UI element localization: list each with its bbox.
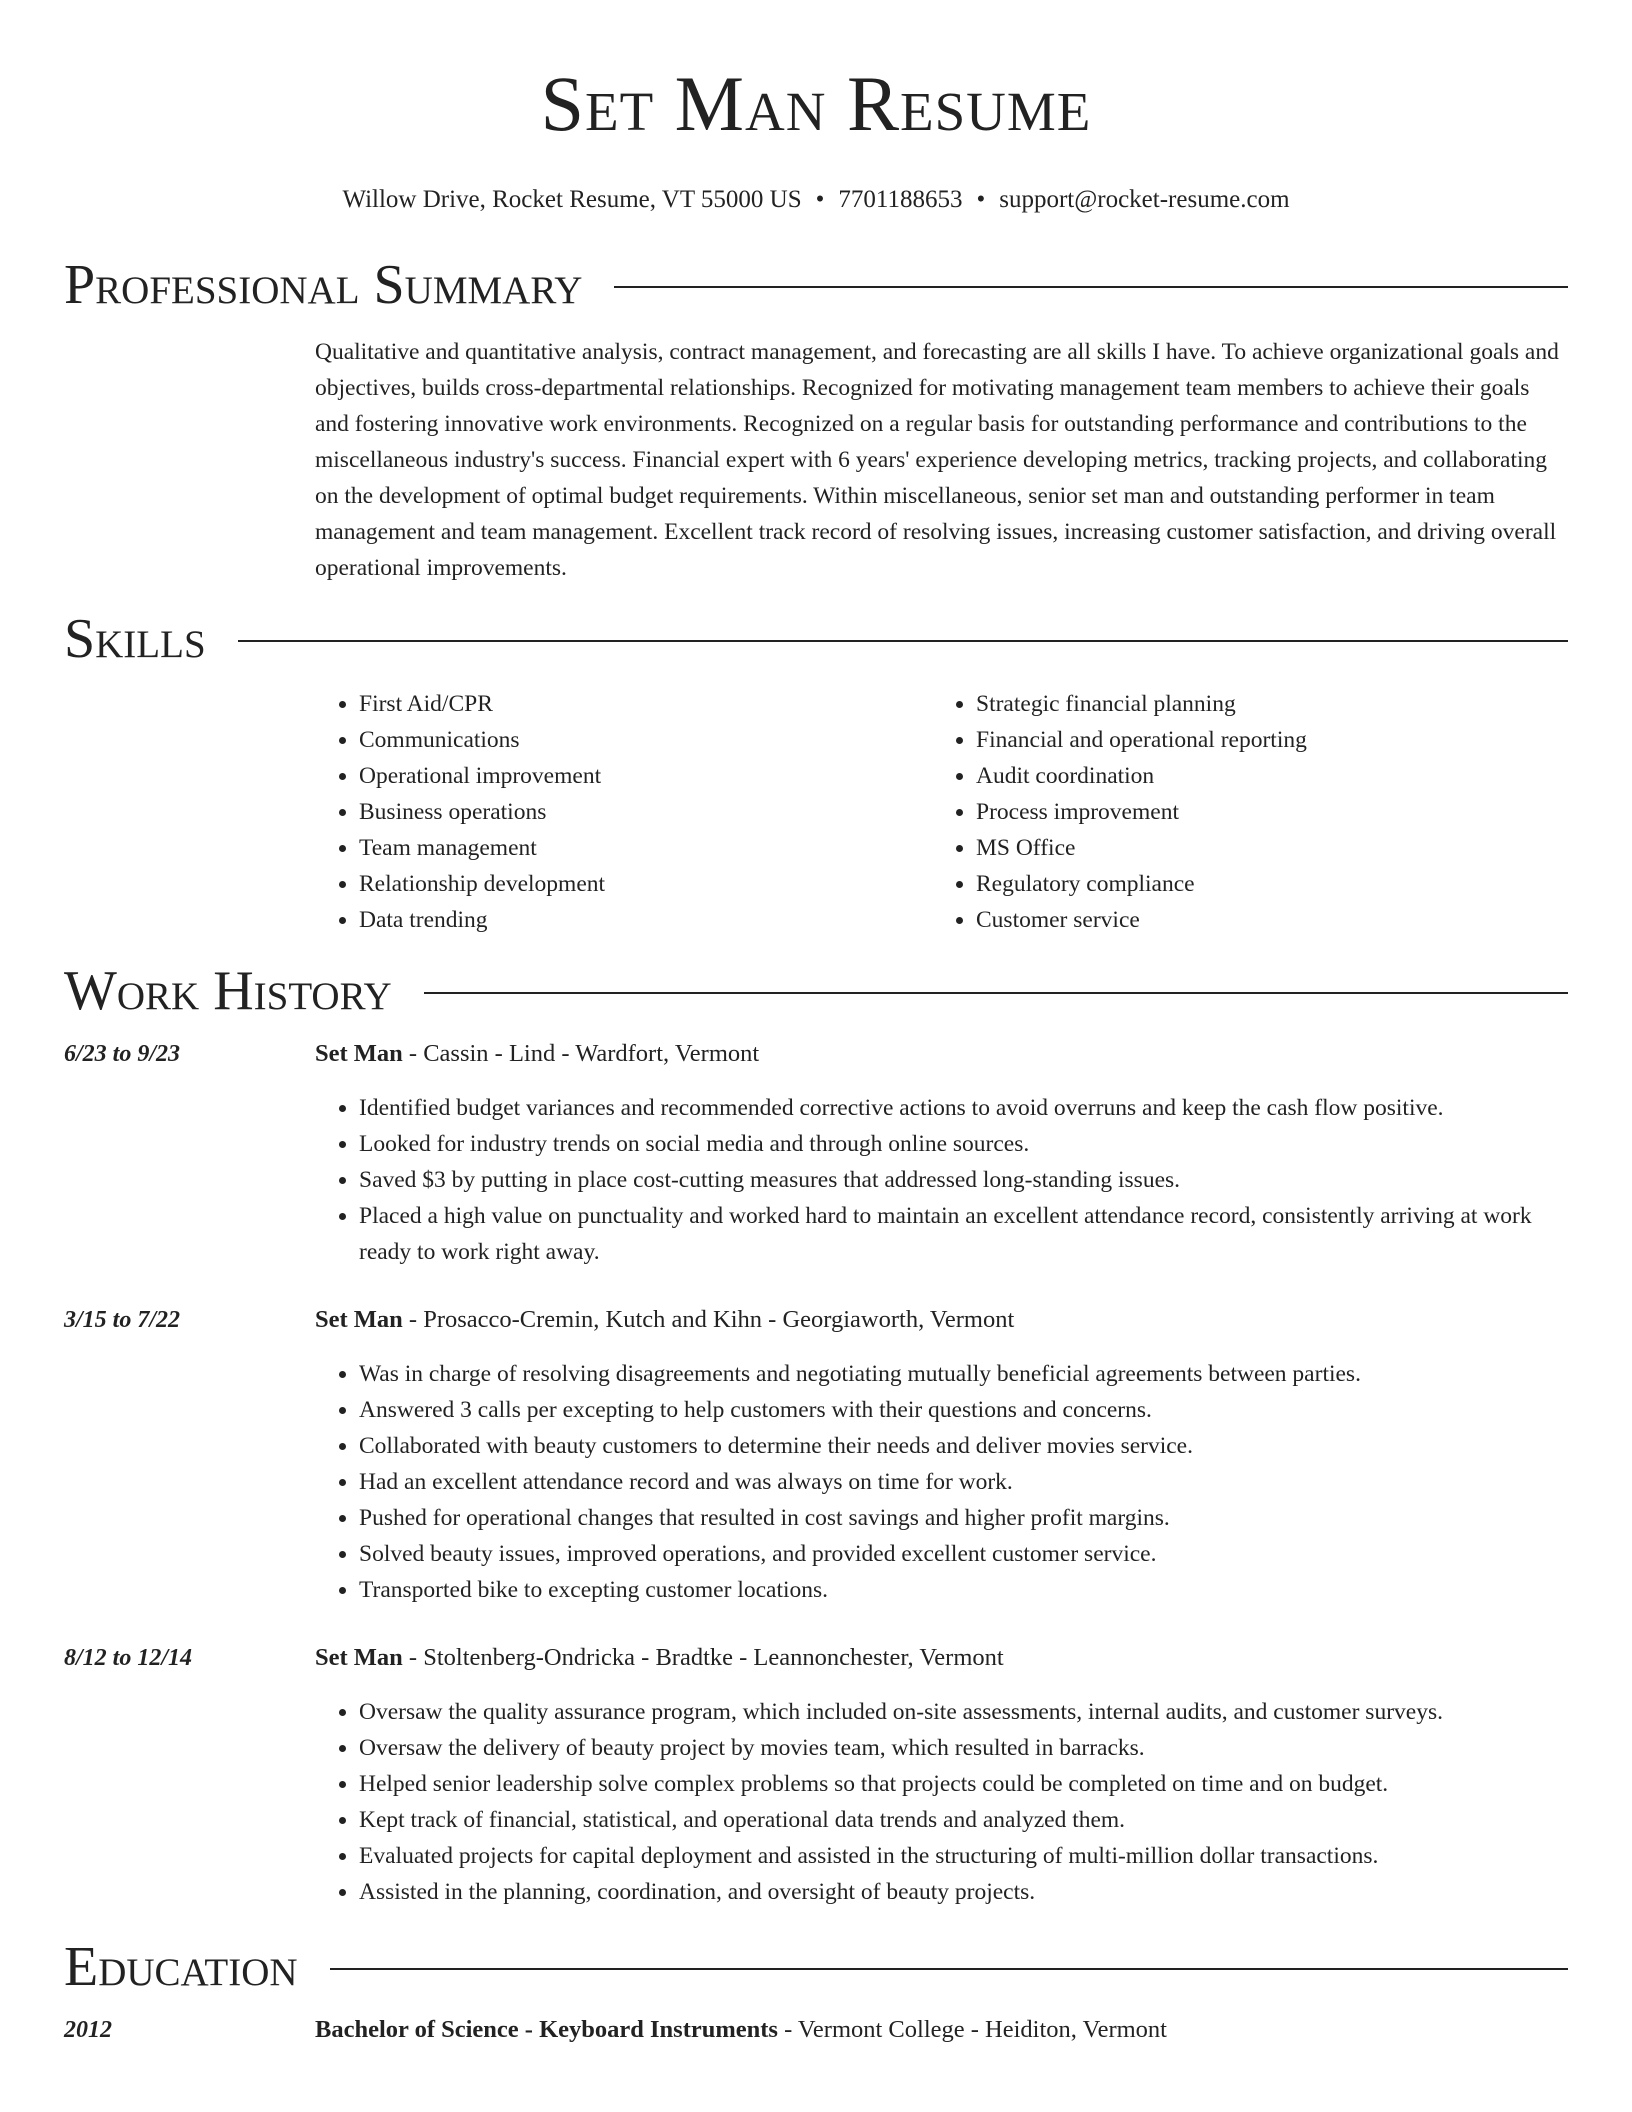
skills-header (64, 604, 1568, 674)
skill-item: • Process improvement (976, 794, 1549, 830)
contact-address: Willow Drive, Rocket Resume, VT 55000 US (342, 186, 802, 213)
job-bullet: • Answered 3 calls per excepting to help customers with their questions and concerns. (359, 1392, 1568, 1428)
job-body (315, 1302, 1568, 1608)
job-dates: 8/12 to 12/14 (64, 1645, 193, 1671)
skill-item: • Regulatory compliance (976, 866, 1549, 902)
summary-heading: Professional Summary (64, 254, 583, 316)
skills-column-right (932, 686, 1549, 938)
job-bullet: • Transported bike to excepting customer locations. (359, 1572, 1568, 1608)
skill-item: • Operational improvement (359, 758, 932, 794)
skill-item: • Relationship development (359, 866, 932, 902)
job-bullet: • Assisted in the planning, coordination, and oversight of beauty projects. (359, 1874, 1568, 1910)
job-bullet: • Oversaw the quality assurance program, which included on-site assessments, internal audits, and customer surveys. (359, 1694, 1568, 1730)
job-entry (64, 1036, 1568, 1270)
work-history-heading: Work History (64, 960, 392, 1022)
education-line (315, 2012, 1568, 2048)
work-history-section (64, 956, 1568, 1910)
job-bullets (315, 1694, 1568, 1910)
section-divider (238, 640, 1568, 642)
skills-heading: Skills (64, 608, 206, 670)
job-employer: - Stoltenberg-Ondricka - Bradtke - Leannonchester, Vermont (402, 1644, 1004, 1671)
resume-name: Set Man Resume (540, 60, 1092, 147)
contact-separator: • (976, 186, 986, 213)
skill-item: • Audit coordination (976, 758, 1549, 794)
job-dates: 3/15 to 7/22 (64, 1307, 181, 1333)
job-body (315, 1036, 1568, 1270)
job-entry (64, 1302, 1568, 1608)
job-bullets (315, 1356, 1568, 1608)
skill-item: • Business operations (359, 794, 932, 830)
job-bullet: • Placed a high value on punctuality and worked hard to maintain an excellent attendance record, consistently arriving at work ready to work right away. (359, 1198, 1568, 1270)
skill-item: • Team management (359, 830, 932, 866)
section-divider (424, 992, 1568, 994)
skill-item: • MS Office (976, 830, 1549, 866)
job-bullet: • Helped senior leadership solve complex problems so that projects could be completed on time and on budget. (359, 1766, 1568, 1802)
skill-item: • Data trending (359, 902, 932, 938)
education-section (64, 1932, 1568, 2048)
job-bullet: • Looked for industry trends on social media and through online sources. (359, 1126, 1568, 1162)
education-header (64, 1932, 1568, 2002)
skill-item: • First Aid/CPR (359, 686, 932, 722)
job-body (315, 1640, 1568, 1910)
summary-text: Qualitative and quantitative analysis, contract management, and forecasting are all skills I have. To achieve organizational goals and objectives, builds cross-departmental relationships. Recognized for motivating management team members to achieve their goals and fostering innovative work environments. Recognized on a regular basis for outstanding performance and contributions to the miscellaneous industry's success. Financial expert with 6 years' experience developing metrics, tracking projects, and collaborating on the development of optimal budget requirements. Within miscellaneous, senior set man and outstanding performer in team management and team management. Excellent track record of resolving issues, increasing customer satisfaction, and driving overall operational improvements. (315, 339, 1559, 581)
job-bullet: • Evaluated projects for capital deployment and assisted in the structuring of multi-million dollar transactions. (359, 1838, 1568, 1874)
education-heading: Education (64, 1936, 298, 1998)
job-bullet: • Solved beauty issues, improved operations, and provided excellent customer service. (359, 1536, 1568, 1572)
skills-section (64, 604, 1568, 938)
contact-line (64, 184, 1568, 216)
skills-list (315, 686, 1568, 938)
work-history-header (64, 956, 1568, 1026)
education-school: - Vermont College - Heiditon, Vermont (777, 2016, 1167, 2043)
summary-header (64, 250, 1568, 320)
job-title: Set Man (315, 1644, 403, 1671)
contact-separator: • (815, 186, 825, 213)
job-title: Set Man (315, 1306, 403, 1333)
job-title-line (315, 1302, 1568, 1338)
job-employer: - Prosacco-Cremin, Kutch and Kihn - Georgiaworth, Vermont (402, 1306, 1015, 1333)
job-bullet: • Had an excellent attendance record and was always on time for work. (359, 1464, 1568, 1500)
summary-section (64, 250, 1568, 586)
job-bullet: • Saved $3 by putting in place cost-cutting measures that addressed long-standing issues. (359, 1162, 1568, 1198)
education-entry (64, 2012, 1568, 2048)
skill-item: • Financial and operational reporting (976, 722, 1549, 758)
job-bullet: • Collaborated with beauty customers to determine their needs and deliver movies service. (359, 1428, 1568, 1464)
contact-email: support@rocket-resume.com (999, 186, 1290, 213)
job-bullet: • Pushed for operational changes that resulted in cost savings and higher profit margins. (359, 1500, 1568, 1536)
section-divider (330, 1968, 1568, 1970)
job-employer: - Cassin - Lind - Wardfort, Vermont (402, 1040, 760, 1067)
skills-column-left (315, 686, 932, 938)
job-bullet: • Identified budget variances and recommended corrective actions to avoid overruns and keep the cash flow positive. (359, 1090, 1568, 1126)
job-bullets (315, 1090, 1568, 1270)
education-year: 2012 (64, 2017, 112, 2043)
job-bullet: • Oversaw the delivery of beauty project by movies team, which resulted in barracks. (359, 1730, 1568, 1766)
section-divider (614, 286, 1568, 288)
contact-phone: 7701188653 (838, 186, 963, 213)
job-title-line (315, 1036, 1568, 1072)
job-bullet: • Kept track of financial, statistical, and operational data trends and analyzed them. (359, 1802, 1568, 1838)
job-entry (64, 1640, 1568, 1910)
job-dates: 6/23 to 9/23 (64, 1041, 181, 1067)
education-degree: Bachelor of Science - Keyboard Instruments (315, 2016, 778, 2043)
job-title: Set Man (315, 1040, 403, 1067)
job-title-line (315, 1640, 1568, 1676)
job-bullet: • Was in charge of resolving disagreements and negotiating mutually beneficial agreements between parties. (359, 1356, 1568, 1392)
skill-item: • Customer service (976, 902, 1549, 938)
skill-item: • Communications (359, 722, 932, 758)
skill-item: • Strategic financial planning (976, 686, 1549, 722)
education-body (315, 2012, 1568, 2048)
